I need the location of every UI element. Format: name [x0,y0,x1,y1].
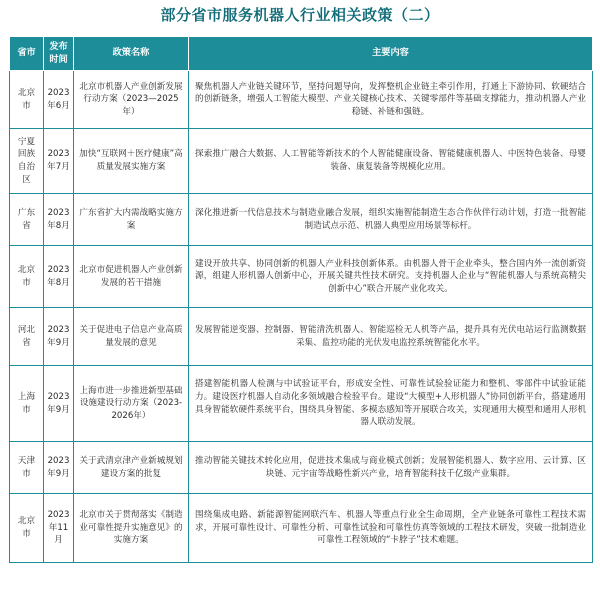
header-policy: 政策名称 [74,37,189,71]
cell-policy: 北京市机器人产业创新发展行动方案（2023—2025年） [74,71,189,129]
cell-date: 2023年9月 [44,442,74,494]
header-content: 主要内容 [189,37,593,71]
table-row [10,71,593,129]
cell-province: 上海市 [10,366,44,442]
cell-date: 2023年11月 [44,494,74,563]
cell-policy: 广东省扩大内需战略实施方案 [74,194,189,246]
cell-content: 聚焦机器人产业链关键环节，坚持问题导向，发挥整机企业链主牵引作用，打通上下游协同、软硬结合的创新链条，增强人工智能大模型、产业关键核心技术、关键零部件等基础支撑能力，推动机器人产业稳链、补链和强链。 [189,71,593,129]
cell-policy: 关于武清京津产业新城规划建设方案的批复 [74,442,189,494]
cell-policy: 上海市进一步推进新型基础设施建设行动方案（2023-2026年） [74,366,189,442]
cell-date: 2023年9月 [44,308,74,366]
table-row [10,366,593,442]
header-date: 发布时间 [44,37,74,71]
table-row [10,308,593,366]
cell-province: 河北省 [10,308,44,366]
cell-policy: 加快“互联网＋医疗健康”高质量发展实施方案 [74,129,189,194]
cell-content: 探索推广融合大数据、人工智能等新技术的个人智能健康设备、智能健康机器人、中医特色装备、母婴装备、康复装备等规模化应用。 [189,129,593,194]
policy-table [9,36,593,563]
cell-province: 北京市 [10,494,44,563]
page-title: 部分省市服务机器人行业相关政策（二） [160,6,440,24]
cell-content: 发展智能逆变器、控制器、智能清洗机器人、智能巡检无人机等产品，提升具有光伏电站运行监测数据采集、监控功能的光伏发电监控系统智能化水平。 [189,308,593,366]
table-row [10,194,593,246]
cell-date: 2023年7月 [44,129,74,194]
cell-policy: 北京市关于贯彻落实《制造业可靠性提升实施意见》的实施方案 [74,494,189,563]
cell-date: 2023年6月 [44,71,74,129]
cell-province: 北京市 [10,246,44,308]
cell-content: 建设开放共享、协同创新的机器人产业科技创新体系。由机器人骨干企业牵头，整合国内外一流创新资源，组建人形机器人创新中心，开展关键共性技术研究。支持机器人企业与“智能机器人与系统高精尖创新中心”联合开展产业化攻关。 [189,246,593,308]
cell-province: 广东省 [10,194,44,246]
cell-content: 围绕集成电路、新能源智能网联汽车、机器人等重点行业全生命周期，全产业链条可靠性工程技术需求，开展可靠性设计、可靠性分析、可靠性试验和可靠性仿真等领域的工程技术研发，突破一批制造业可靠性工程领域的“卡脖子”技术难题。 [189,494,593,563]
table-header-row [10,37,593,71]
cell-province: 北京市 [10,71,44,129]
cell-content: 搭建智能机器人检测与中试验证平台，形成安全性、可靠性试验验证能力和整机、零部件中试验证能力。建设医疗机器人自动化多领域融合检验平台。建设“大模型+人形机器人”协同创新平台，搭建通用具身智能软硬件系统平台，围绕具身智能、多模态感知等开展联合攻关，实现通用大模型和通用人形机器人联动发展。 [189,366,593,442]
cell-date: 2023年9月 [44,366,74,442]
cell-province: 天津市 [10,442,44,494]
cell-policy: 关于促进电子信息产业高质量发展的意见 [74,308,189,366]
table-row [10,494,593,563]
cell-content: 推动智能关键技术转化应用，促进技术集成与商业模式创新；发展智能机器人、数字应用、云计算、区块链、元宇宙等战略性新兴产业，培育智能科技千亿级产业集群。 [189,442,593,494]
header-province: 省市 [10,37,44,71]
table-row [10,129,593,194]
cell-date: 2023年8月 [44,194,74,246]
table-row [10,246,593,308]
cell-province: 宁夏回族自治区 [10,129,44,194]
cell-policy: 北京市促进机器人产业创新发展的若干措施 [74,246,189,308]
table-row [10,442,593,494]
cell-content: 深化推进新一代信息技术与制造业融合发展，组织实施智能制造生态合作伙伴行动计划，打造一批智能制造试点示范、机器人典型应用场景等标杆。 [189,194,593,246]
cell-date: 2023年8月 [44,246,74,308]
